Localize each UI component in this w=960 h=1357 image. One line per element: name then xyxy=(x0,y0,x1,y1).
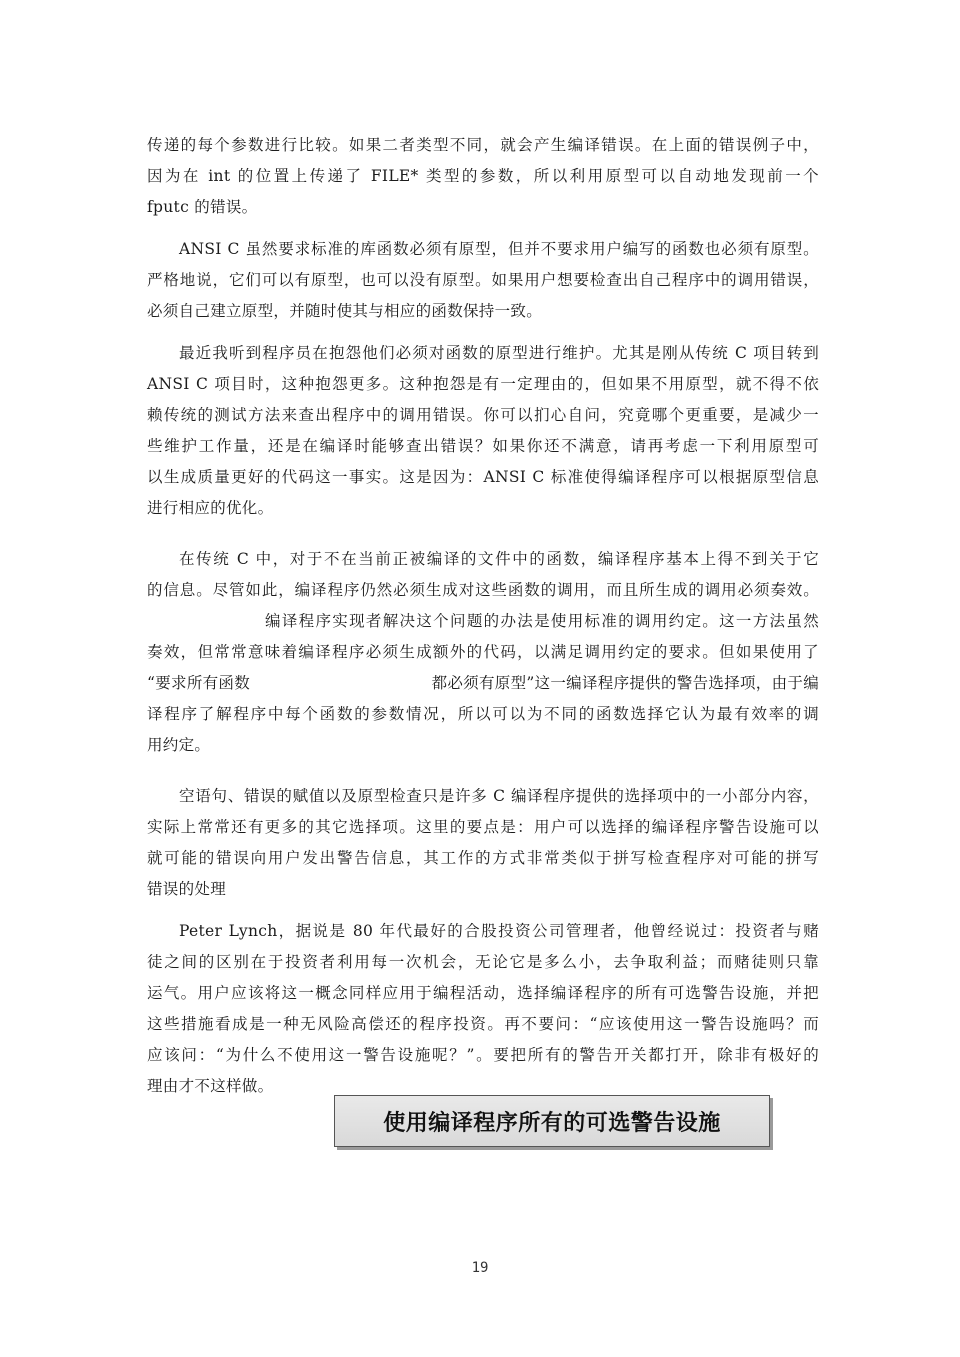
paragraph-fragment: 都必须有原型”这一编译程序提供的警告选择项，由于编 xyxy=(431,674,819,692)
callout-text: 使用编译程序所有的可选警告设施 xyxy=(383,1110,721,1136)
body-text xyxy=(147,130,819,1102)
paragraph-line: 必须自己建立原型，并随时使其与相应的函数保持一致。 xyxy=(147,302,543,320)
paragraph-line: 赖传统的测试方法来查出程序中的调用错误。你可以扪心自问，究竟哪个更重要，是减少一 xyxy=(147,406,819,424)
paragraph-line: 徒之间的区别在于投资者利用每一次机会，无论它是多么小，去争取利益；而赌徒则只靠 xyxy=(147,953,819,971)
paragraph-line: 严格地说，它们可以有原型，也可以没有原型。如果用户想要检查出自己程序中的调用错误， xyxy=(147,271,819,289)
paragraph-line: fputc 的错误。 xyxy=(147,198,258,216)
paragraph-line: 实际上常常还有更多的其它选择项。这里的要点是：用户可以选择的编译程序警告设施可以 xyxy=(147,818,819,836)
paragraph-line: 错误的处理 xyxy=(147,880,227,898)
paragraph-line: 空语句、错误的赋值以及原型检查只是许多 C 编译程序提供的选择项中的一小部分内容， xyxy=(179,787,819,805)
page-number: 19 xyxy=(471,1260,489,1276)
paragraph-5 xyxy=(147,781,819,905)
paragraph-line: 编译程序实现者解决这个问题的办法是使用标准的调用约定。这一方法虽然 xyxy=(265,612,819,630)
paragraph-6 xyxy=(147,916,819,1102)
paragraph-line: 因为在 int 的位置上传递了 FILE* 类型的参数，所以利用原型可以自动地发现前一个 xyxy=(147,167,819,185)
paragraph-line: Peter Lynch，据说是 80 年代最好的合股投资公司管理者，他曾经说过：投资者与赌 xyxy=(179,922,819,940)
paragraph-line: 译程序了解程序中每个函数的参数情况，所以可以为不同的函数选择它认为最有效率的调 xyxy=(147,705,819,723)
callout-box xyxy=(334,1095,770,1147)
paragraph-line: 奏效，但常常意味着编译程序必须生成额外的代码，以满足调用约定的要求。但如果使用了 xyxy=(147,643,819,661)
paragraph-2 xyxy=(147,234,819,327)
paragraph-line: 这些措施看成是一种无风险高偿还的程序投资。再不要问：“应该使用这一警告设施吗？而 xyxy=(147,1015,819,1033)
paragraph-line: 最近我听到程序员在抱怨他们必须对函数的原型进行维护。尤其是刚从传统 C 项目转到 xyxy=(179,344,819,362)
paragraph-line: 进行相应的优化。 xyxy=(147,499,274,517)
paragraph-line: 用约定。 xyxy=(147,736,211,754)
paragraph-line: 以生成质量更好的代码这一事实。这是因为：ANSI C 标准使得编译程序可以根据原型信息 xyxy=(147,468,819,486)
paragraph-line: 应该问：“为什么不使用这一警告设施呢？”。要把所有的警告开关都打开，除非有极好的 xyxy=(147,1046,819,1064)
paragraph-1 xyxy=(147,130,819,223)
paragraph-3 xyxy=(147,338,819,524)
paragraph-line-split xyxy=(147,668,819,699)
paragraph-line: 运气。用户应该将这一概念同样应用于编程活动，选择编译程序的所有可选警告设施，并把 xyxy=(147,984,819,1002)
paragraph-line: 传递的每个参数进行比较。如果二者类型不同，就会产生编译错误。在上面的错误例子中， xyxy=(147,136,819,154)
paragraph-line: 就可能的错误向用户发出警告信息，其工作的方式非常类似于拼写检查程序对可能的拼写 xyxy=(147,849,819,867)
paragraph-line: 些维护工作量，还是在编译时能够查出错误？如果你还不满意，请再考虑一下利用原型可 xyxy=(147,437,819,455)
paragraph-line: ANSI C 虽然要求标准的库函数必须有原型，但并不要求用户编写的函数也必须有原型。 xyxy=(179,240,819,258)
paragraph-line: ANSI C 项目时，这种抱怨更多。这种抱怨是有一定理由的，但如果不用原型，就不得不依 xyxy=(147,375,819,393)
paragraph-line: 的信息。尽管如此，编译程序仍然必须生成对这些函数的调用，而且所生成的调用必须奏效。 xyxy=(147,581,819,599)
paragraph-fragment: “要求所有函数 xyxy=(147,674,251,692)
paragraph-4 xyxy=(147,544,819,761)
paragraph-line: 理由才不这样做。 xyxy=(147,1077,274,1095)
paragraph-line: 在传统 C 中，对于不在当前正被编译的文件中的函数，编译程序基本上得不到关于它 xyxy=(179,550,819,568)
